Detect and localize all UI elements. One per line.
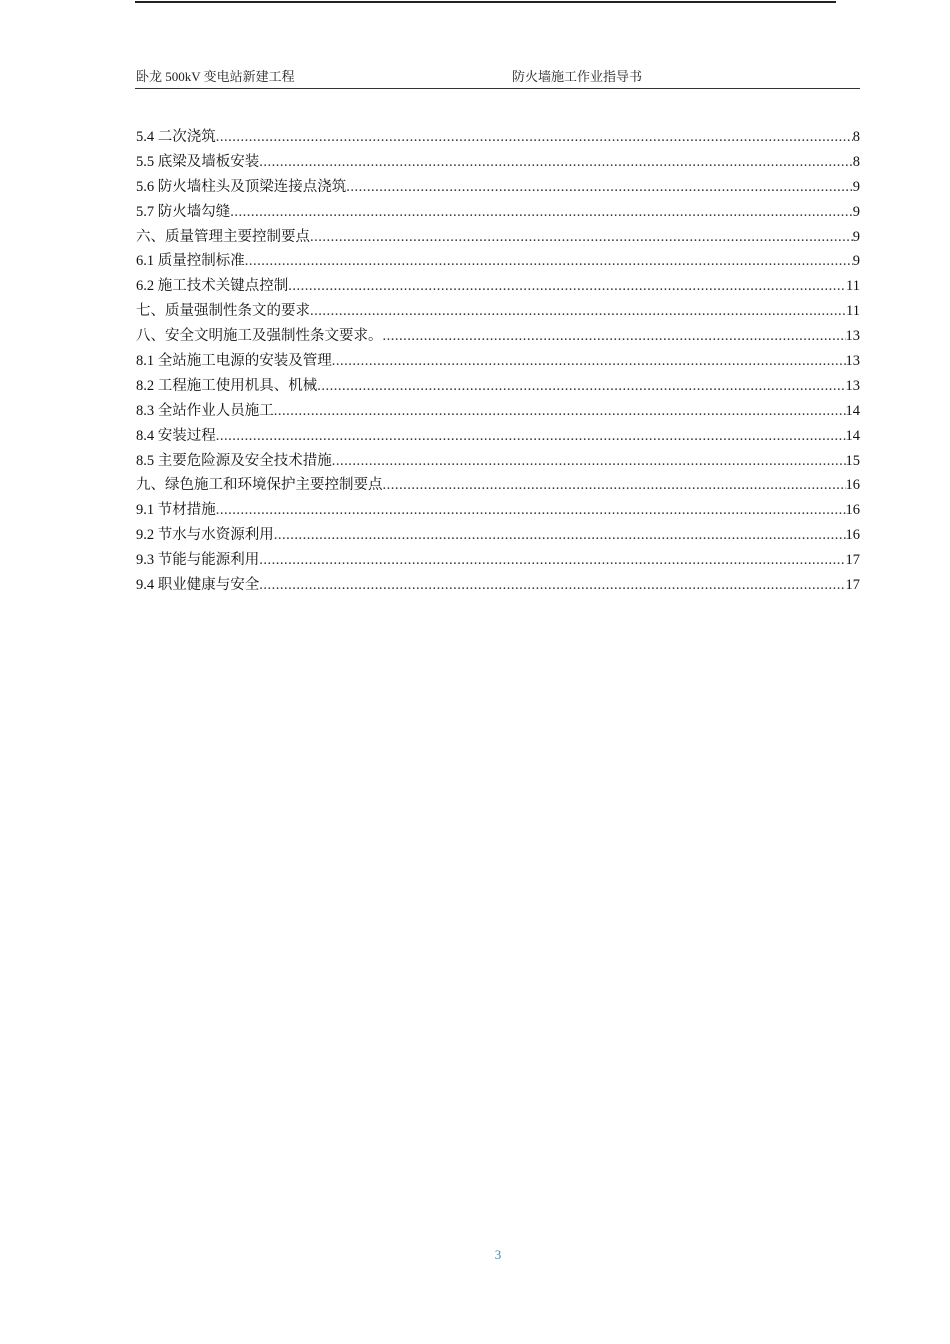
toc-entry-title: 六、质量管理主要控制要点 [136,228,310,245]
toc-entry[interactable] [136,399,860,424]
toc-leader-dots [346,175,853,200]
toc-entry-page: 16 [845,527,860,544]
toc-entry[interactable] [136,548,860,573]
toc-entry-page: 13 [845,353,860,370]
toc-entry[interactable] [136,274,860,299]
toc-entry-page: 9 [852,228,860,245]
top-rule [135,1,836,3]
toc-entry-title: 5.7 防火墙勾缝 [136,203,231,220]
toc-entry-title: 8.5 主要危险源及安全技术措施 [136,452,332,469]
toc-leader-dots [216,498,846,523]
toc-entry-page: 8 [852,153,860,170]
toc-entry-title: 5.4 二次浇筑 [136,129,216,145]
toc-entry-title: 八、安全文明施工及强制性条文要求。 [136,328,383,345]
header-document-title: 防火墙施工作业指导书 [512,69,643,84]
toc-entry[interactable] [136,449,860,474]
toc-entry[interactable] [136,573,860,598]
toc-leader-dots [317,374,845,399]
toc-entry[interactable] [136,473,860,498]
toc-leader-dots [230,200,853,225]
toc-entry-page: 13 [845,328,860,345]
toc-entry-page: 14 [845,402,860,419]
toc-leader-dots [216,125,853,150]
toc-entry[interactable] [136,225,860,250]
toc-entry-title: 5.6 防火墙柱头及顶梁连接点浇筑 [136,178,347,195]
toc-entry-page: 9 [852,178,860,195]
toc-entry-title: 8.3 全站作业人员施工 [136,402,274,419]
toc-entry[interactable] [136,374,860,399]
toc-leader-dots [383,324,846,349]
toc-leader-dots [274,399,846,424]
toc-entry-page: 11 [846,278,860,295]
toc-leader-dots [310,299,846,324]
page-number: 3 [494,1247,502,1262]
table-of-contents [136,125,860,598]
toc-entry[interactable] [136,299,860,324]
toc-leader-dots [259,548,845,573]
toc-entry-title: 8.2 工程施工使用机具、机械 [136,377,318,394]
toc-entry[interactable] [136,200,860,225]
toc-entry-title: 5.5 底梁及墙板安装 [136,153,260,170]
toc-leader-dots [274,523,846,548]
toc-entry-page: 8 [852,129,860,145]
toc-entry-page: 17 [845,552,860,569]
toc-entry-title: 九、绿色施工和环境保护主要控制要点 [136,477,383,494]
toc-entry[interactable] [136,523,860,548]
toc-entry-page: 16 [845,502,860,519]
toc-leader-dots [259,573,845,598]
toc-entry-page: 9 [852,203,860,220]
toc-entry[interactable] [136,175,860,200]
toc-entry[interactable] [136,125,860,150]
toc-leader-dots [245,249,853,274]
toc-leader-dots [259,150,853,175]
toc-entry-title: 9.4 职业健康与安全 [136,577,260,594]
toc-entry-title: 6.2 施工技术关键点控制 [136,278,289,295]
toc-entry-title: 8.1 全站施工电源的安装及管理 [136,353,332,370]
toc-entry-page: 16 [845,477,860,494]
toc-entry[interactable] [136,349,860,374]
header-rule [135,88,860,89]
toc-entry-page: 13 [845,377,860,394]
page-header [136,64,860,88]
toc-leader-dots [310,225,853,250]
toc-entry[interactable] [136,249,860,274]
toc-leader-dots [332,349,846,374]
toc-entry-title: 七、质量强制性条文的要求 [136,303,310,320]
header-project-title: 卧龙 500kV 变电站新建工程 [136,69,295,84]
toc-leader-dots [383,473,846,498]
toc-entry[interactable] [136,324,860,349]
toc-leader-dots [332,449,846,474]
toc-entry[interactable] [136,498,860,523]
toc-entry-title: 9.3 节能与能源利用 [136,552,260,569]
toc-entry-page: 17 [845,577,860,594]
toc-entry-title: 9.2 节水与水资源利用 [136,527,274,544]
toc-entry-page: 9 [852,253,860,270]
toc-leader-dots [216,424,846,449]
toc-entry-page: 11 [846,303,860,320]
toc-entry-page: 14 [845,427,860,444]
toc-leader-dots [288,274,846,299]
toc-entry-title: 6.1 质量控制标准 [136,253,245,270]
toc-entry[interactable] [136,424,860,449]
toc-entry[interactable] [136,150,860,175]
toc-entry-title: 8.4 安装过程 [136,427,216,444]
toc-entry-page: 15 [845,452,860,469]
toc-entry-title: 9.1 节材措施 [136,502,216,519]
